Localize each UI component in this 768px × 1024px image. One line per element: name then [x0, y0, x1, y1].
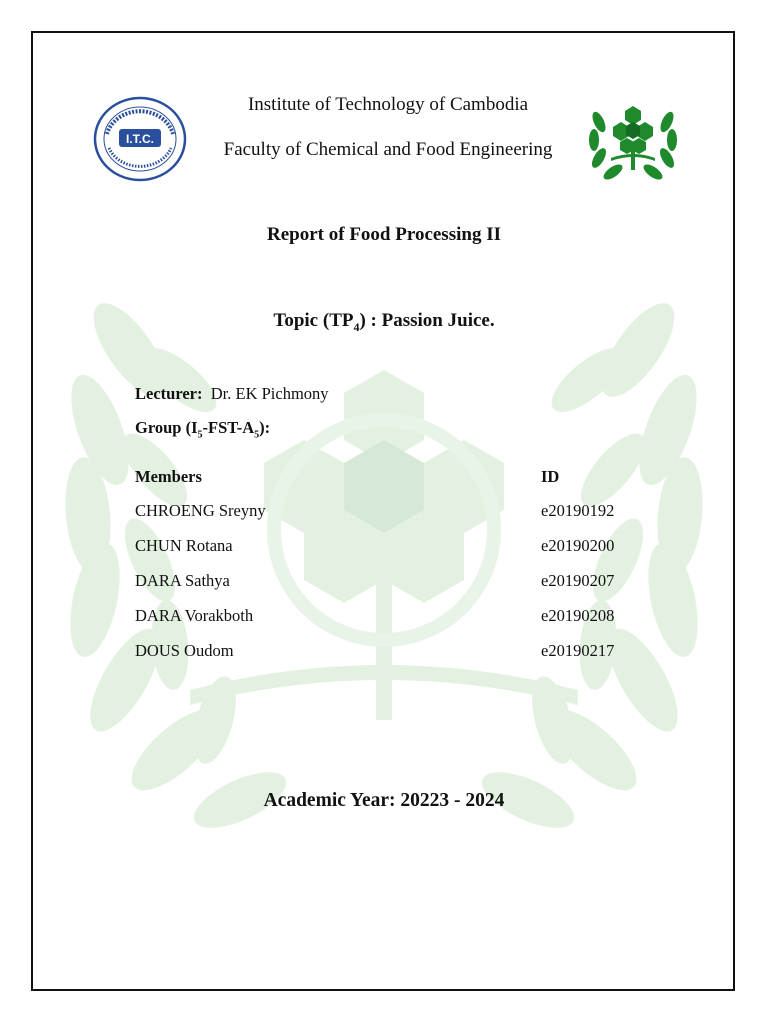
institute-name: Institute of Technology of Cambodia: [247, 94, 529, 115]
member-row: [135, 641, 625, 663]
academic-year: Academic Year: 20223 - 2024: [263, 790, 505, 811]
member-name: DARA Vorakboth: [135, 606, 254, 625]
faculty-logo: [585, 92, 681, 184]
group-line: [135, 418, 270, 440]
group-suffix: ):: [259, 418, 271, 437]
group-middle: -FST-A: [202, 418, 255, 437]
lecturer-name: Dr. EK Pichmony: [210, 384, 329, 403]
svg-text:I.T.C.: I.T.C.: [125, 132, 155, 146]
id-header: ID: [541, 467, 560, 486]
lecturer-label: Lecturer:: [135, 384, 203, 403]
topic-title: [0, 310, 768, 335]
member-id: e20190200: [541, 536, 615, 555]
faculty-name: Faculty of Chemical and Food Engineering: [223, 139, 553, 160]
group-prefix: Group (I: [135, 418, 198, 437]
member-id: e20190192: [541, 501, 615, 520]
watermark-emblem: [40, 260, 728, 860]
member-id: e20190208: [541, 606, 615, 625]
group-sub-1: 5: [197, 429, 203, 441]
topic-prefix: Topic (TP: [273, 310, 354, 331]
member-row: [135, 606, 625, 628]
member-name: CHUN Rotana: [135, 536, 233, 555]
member-name: DARA Sathya: [135, 571, 230, 590]
topic-suffix: ) : Passion Juice.: [359, 310, 495, 331]
member-id: e20190207: [541, 571, 615, 590]
member-id: e20190217: [541, 641, 615, 660]
group-sub-2: 5: [254, 429, 260, 441]
report-title: Report of Food Processing II: [267, 224, 501, 245]
topic-subscript: 4: [353, 319, 360, 334]
members-header: Members: [135, 467, 202, 486]
lecturer-line: [135, 384, 329, 404]
member-name: CHROENG Sreyny: [135, 501, 266, 520]
member-name: DOUS Oudom: [135, 641, 234, 660]
itc-logo: [93, 96, 187, 182]
member-row: [135, 501, 625, 523]
member-row: [135, 571, 625, 593]
member-row: [135, 536, 625, 558]
